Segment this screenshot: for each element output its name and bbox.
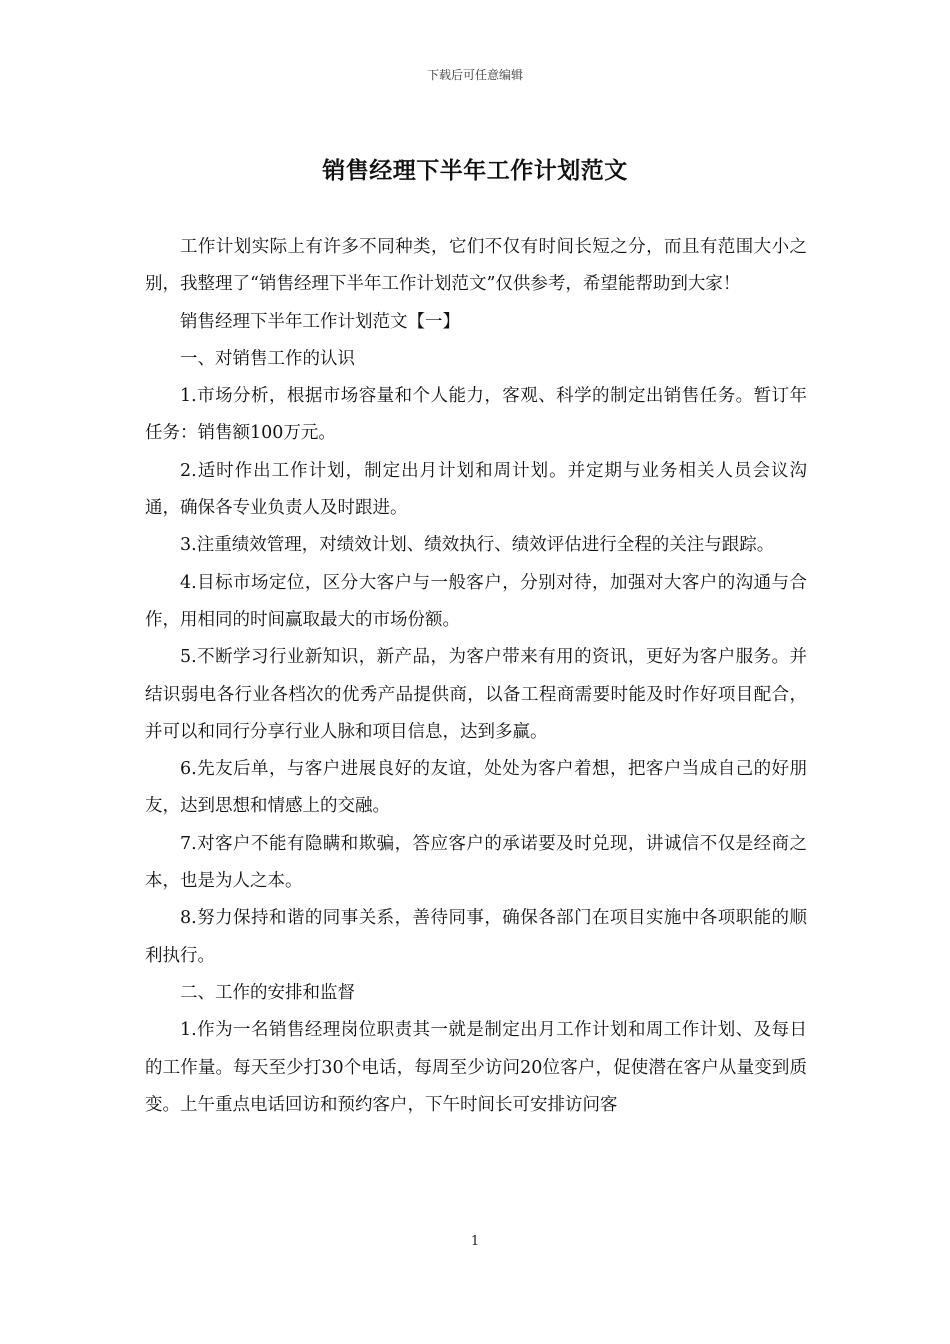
page-number: 1: [470, 1234, 480, 1249]
list-item-daily-workload: 1.作为一名销售经理岗位职责其一就是制定出月工作计划和周工作计划、及每日的工作量。每天至少打30个电话，每周至少访问20位客户，促使潜在客户从量变到质变。上午重点电话回访和预约客户，下午时间长可安排访问客: [145, 1020, 807, 1115]
page-header-note: 下载后可任意编辑: [426, 68, 523, 82]
list-item-market-analysis: 1.市场分析，根据市场容量和个人能力，客观、科学的制定出销售任务。暂订年任务：销售额100万元。: [145, 386, 807, 444]
document-title: 销售经理下半年工作计划范文: [322, 157, 628, 184]
list-item-target-market: 4.目标市场定位，区分大客户与一般客户，分别对待，加强对大客户的沟通与合作，用相同的时间赢取最大的市场份额。: [145, 572, 807, 630]
list-item-work-plan: 2.适时作出工作计划，制定出月计划和周计划。并定期与业务相关人员会议沟通，确保各专业负责人及时跟进。: [145, 460, 807, 519]
document-body: [145, 229, 807, 1124]
list-item-colleague-relations: 8.努力保持和谐的同事关系，善待同事，确保各部门在项目实施中各项职能的顺利执行。: [145, 908, 807, 966]
subheading-work-arrangement: 二、工作的安排和监督: [180, 982, 355, 1003]
list-item-performance-management: 3.注重绩效管理，对绩效计划、绩效执行、绩效评估进行全程的关注与跟踪。: [180, 535, 775, 556]
list-item-friendship-first: 6.先友后单，与客户进展良好的友谊，处处为客户着想，把客户当成自己的好朋友，达到思想和情感上的交融。: [145, 759, 807, 817]
subheading-sales-understanding: 一、对销售工作的认识: [180, 348, 355, 369]
section-heading-part-one: 销售经理下半年工作计划范文【一】: [180, 311, 460, 332]
list-item-continuous-learning: 5.不断学习行业新知识，新产品，为客户带来有用的资讯，更好为客户服务。并结识弱电各行业各档次的优秀产品提供商，以备工程商需要时能及时作好项目配合，并可以和同行分享行业人脉和项目信息，达到多赢。: [145, 647, 807, 742]
intro-paragraph: 工作计划实际上有许多不同种类，它们不仅有时间长短之分，而且有范围大小之别，我整理了“销售经理下半年工作计划范文”仅供参考，希望能帮助到大家！: [145, 237, 807, 295]
list-item-honesty: 7.对客户不能有隐瞒和欺骗，答应客户的承诺要及时兑现，讲诚信不仅是经商之本，也是为人之本。: [145, 833, 807, 892]
